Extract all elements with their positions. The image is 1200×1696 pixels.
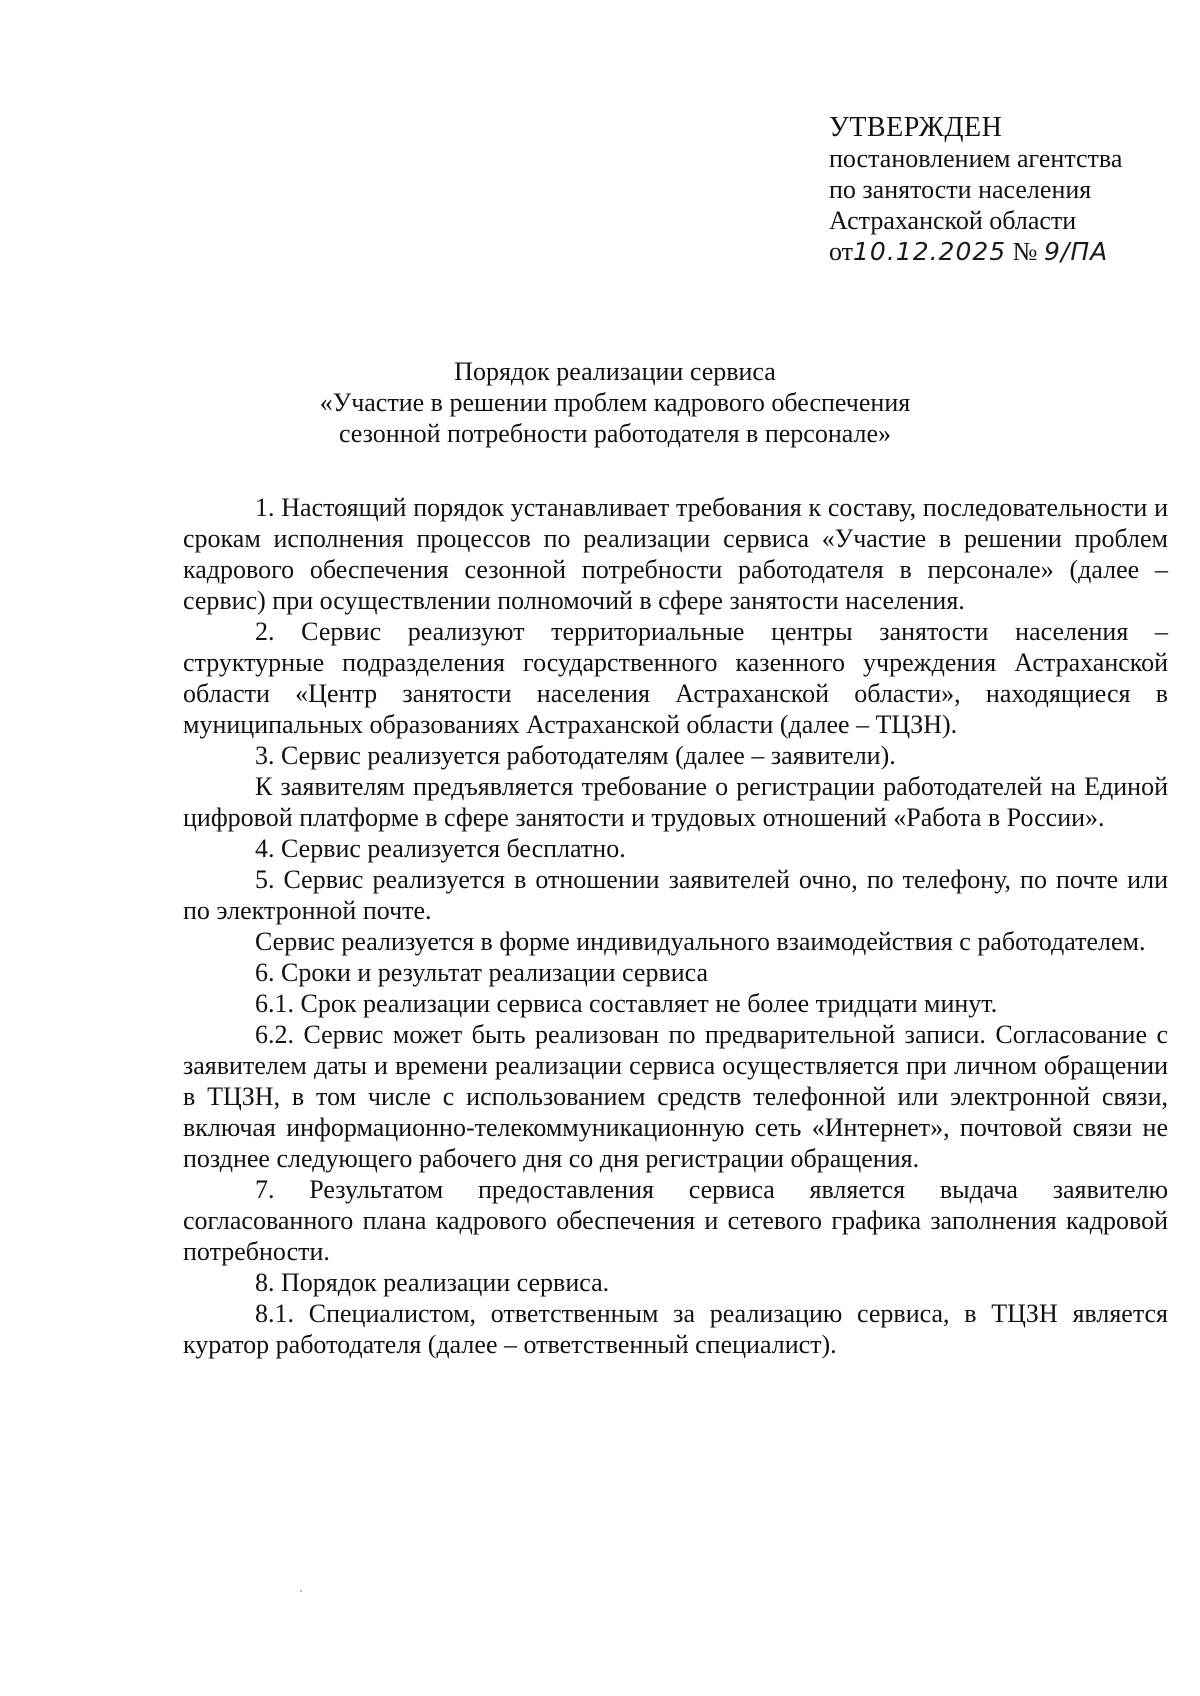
paragraph-7: 7. Результатом предоставления сервиса является выдача заявителю согласованного плана кадрового обеспечения и сетевого графика заполнения кадровой потребности. (183, 1175, 1168, 1266)
paragraph-6-2: 6.2. Сервис может быть реализован по предварительной записи. Согласование с заявителем даты и времени реализации сервиса осуществляется при личном обращении в ТЦЗН, в том числе с использованием средств телефонной или электронной связи, включая информационно-телекоммуникационную сеть «Интернет», почтовой связи не позднее следующего рабочего дня со дня регистрации обращения. (183, 1020, 1168, 1173)
title-line: «Участие в решении проблем кадрового обеспечения (319, 388, 911, 417)
paragraph-8-1: 8.1. Специалистом, ответственным за реализацию сервиса, в ТЦЗН является куратор работодателя (далее – ответственный специалист). (183, 1299, 1168, 1359)
paragraph-8: 8. Порядок реализации сервиса. (255, 1268, 610, 1297)
document-title (180, 356, 1050, 449)
paragraph-5: 5. Сервис реализуется в отношении заявителей очно, по телефону, по почте или по электронной почте. (183, 865, 1168, 925)
title-line: Порядок реализации сервиса (454, 357, 776, 386)
date-prefix: от (829, 237, 854, 266)
paragraph-5-form: Сервис реализуется в форме индивидуального взаимодействия с работодателем. (255, 927, 1146, 956)
paragraph-3: 3. Сервис реализуется работодателям (далее – заявители). (255, 741, 896, 770)
approval-line: постановлением агентства (829, 144, 1123, 173)
title-line: сезонной потребности работодателя в персонале» (338, 419, 892, 448)
approval-line: по занятости населения (829, 175, 1092, 204)
scan-speck (300, 1590, 302, 1592)
handwritten-number: 9/ПА (1043, 237, 1109, 266)
paragraph-2: 2. Сервис реализуют территориальные центры занятости населения – структурные подразделения государственного казенного учреждения Астраханской области «Центр занятости населения Астраханской области», находящиеся в муниципальных образованиях Астраханской области (далее – ТЦЗН). (183, 617, 1168, 739)
paragraph-3-requirement: К заявителям предъявляется требование о регистрации работодателей на Единой цифровой платформе в сфере занятости и трудовых отношений «Работа в России». (183, 772, 1168, 832)
paragraph-1: 1. Настоящий порядок устанавливает требования к составу, последовательности и срокам исполнения процессов по реализации сервиса «Участие в решении проблем кадрового обеспечения сезонной потребности работодателя в персонале» (далее – сервис) при осуществлении полномочий в сфере занятости населения. (183, 493, 1168, 615)
document-body (183, 492, 1168, 1360)
approval-block (829, 112, 1169, 267)
approval-heading: УТВЕРЖДЕН (829, 112, 1003, 143)
paragraph-6: 6. Сроки и результат реализации сервиса (255, 958, 709, 987)
approval-date-line (829, 236, 1169, 267)
paragraph-4: 4. Сервис реализуется бесплатно. (255, 834, 626, 863)
paragraph-6-1: 6.1. Срок реализации сервиса составляет не более тридцати минут. (255, 989, 998, 1018)
handwritten-date: 10.12.2025 (853, 237, 1007, 266)
number-label: № (1012, 237, 1038, 266)
approval-line: Астраханской области (829, 206, 1077, 235)
